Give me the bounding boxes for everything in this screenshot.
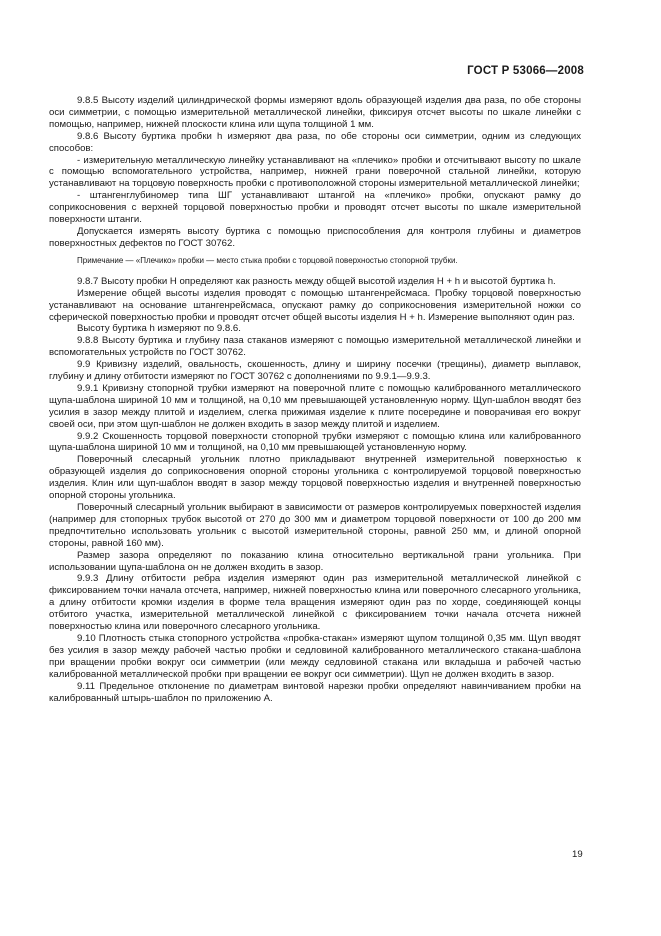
document-header: ГОСТ Р 53066—2008 [467, 65, 584, 77]
paragraph: Размер зазора определяют по показанию клина относительно вертикальной грани угольника. При использовании щупа-шаблона он не должен входить в зазор. [49, 549, 581, 573]
paragraph-9-9-3: 9.9.3 Длину отбитости ребра изделия измеряют один раз измерительной металлической линейкой с фиксированием точки начала отсчета, например, нижней поверхностью клина или поверочного слесарного угольника, а длину отбитости кромки изделия в форме тела вращения измеряют один раз по хорде, соединяющей концы отбитого участка, измерительной металлической линейкой с фиксированием точки начала отсчета нижней поверхностью клина или поверочного слесарного угольника. [49, 573, 581, 633]
note: Примечание — «Плечико» пробки — место стыка пробки с торцовой поверхностью стопорной трубки. [77, 255, 458, 265]
paragraph-9-8-5: 9.8.5 Высоту изделий цилиндрической формы измеряют вдоль образующей изделия два раза, по обе стороны оси симметрии, с помощью измерительной металлической линейки, фиксируя отсчет высоты по шкале линейки с помощью, например, нижней плоскости клина или щупа толщиной 1 мм. [49, 95, 581, 130]
paragraph-9-10: 9.10 Плотность стыка стопорного устройства «пробка-стакан» измеряют щупом толщиной 0,35 мм. Щуп вводят без усилия в зазор между рабочей частью пробки и седловиной калиброванного металлического стакана-шаблона при вращении пробки вокруг оси симметрии (или между седловиной стакана или вкладыша и рабочей частью калиброванной металлической пробки при вращении ее вокруг оси симметрии). Щуп не должен входить в зазор. [49, 632, 581, 680]
paragraph: Высоту буртика h измеряют по 9.8.6. [77, 323, 241, 335]
paragraph: Поверочный слесарный угольник выбирают в зависимости от размеров контролируемых поверхностей изделия (например для стопорных трубок высотой от 270 до 300 мм и диаметром торцовой поверхности от 100 до 200 мм предпочтительно использовать угольник с высотой измерительной стороны, равной 250 мм, и длиной опорной стороны, равной 160 мм). [49, 502, 581, 549]
paragraph-9-8-8: 9.8.8 Высоту буртика и глубину паза стаканов измеряют с помощью измерительной металлической линейки и вспомогательных устройств по ГОСТ 30762. [49, 335, 581, 359]
paragraph-9-8-7: 9.8.7 Высоту пробки H определяют как разность между общей высотой изделия H + h и высотой буртика h. [77, 275, 556, 287]
paragraph-9-11: 9.11 Предельное отклонение по диаметрам винтовой нарезки пробки определяют навинчиванием пробки на калиброванный штырь-шаблон по приложению А. [49, 680, 581, 704]
list-item: - измерительную металлическую линейку устанавливают на «плечико» пробки и отсчитывают высоту по шкале с помощью вспомогательного устройства, например, нижней грани поверочной стальной линейки, которую устанавливают на торцовую поверхность пробки с противоположной стороны измерительной металлической линейки; [49, 154, 581, 190]
paragraph-9-9: 9.9 Кривизну изделий, овальность, скошенность, длину и ширину посечки (трещины), диаметр выплавок, глубину и длину отбитости измеряют по ГОСТ 30762 с дополнениями по 9.9.1—9.9.3. [49, 359, 581, 383]
paragraph-9-8-6: 9.8.6 Высоту буртика пробки h измеряют два раза, по обе стороны оси симметрии, одним из следующих способов: [49, 130, 581, 154]
paragraph: Измерение общей высоты изделия проводят с помощью штангенрейсмаса. Пробку торцовой поверхностью устанавливают на основание штангенрейсмаса, опускают рамку до соприкосновения измерительной ножки со сферической поверхностью пробки и проводят отсчет общей высоты изделия H + h. Измерение выполняют один раз. [49, 287, 581, 323]
paragraph-9-9-2: 9.9.2 Скошенность торцовой поверхности стопорной трубки измеряют с помощью клина или калиброванного щупа-шаблона шириной 10 мм и толщиной, на 0,10 мм превышающей установленную норму. [49, 430, 581, 454]
list-item: - штангенглубиномер типа ШГ устанавливают штангой на «плечико» пробки, опускают рамку до соприкосновения с верхней торцовой поверхностью пробки и проводят отсчет высоты по шкале измерительной поверхности штанги. [49, 190, 581, 226]
page-number: 19 [572, 849, 583, 860]
paragraph: Поверочный слесарный угольник плотно прикладывают внутренней измерительной поверхностью к образующей изделия до соприкосновения опорной стороны угольника с контролируемой торцовой поверхностью изделия. Клин или щуп-шаблон вводят в зазор между торцовой поверхностью изделия и внутренней поверхностью опорной стороны угольника. [49, 454, 581, 502]
paragraph-9-9-1: 9.9.1 Кривизну стопорной трубки измеряют на поверочной плите с помощью калиброванного металлического щупа-шаблона шириной 10 мм и толщиной, на 0,10 мм превышающей установленную норму. Щуп-шаблон вводят без усилия в зазор между плитой и изделием, слегка прижимая изделие к плите посередине и поворачивая его вокруг своей оси, при этом щуп-шаблон не должен входить в зазор между плитой и изделием. [49, 382, 581, 430]
document-body [49, 95, 581, 704]
paragraph: Допускается измерять высоту буртика с помощью приспособления для контроля глубины и диаметров поверхностных дефектов по ГОСТ 30762. [49, 225, 581, 249]
